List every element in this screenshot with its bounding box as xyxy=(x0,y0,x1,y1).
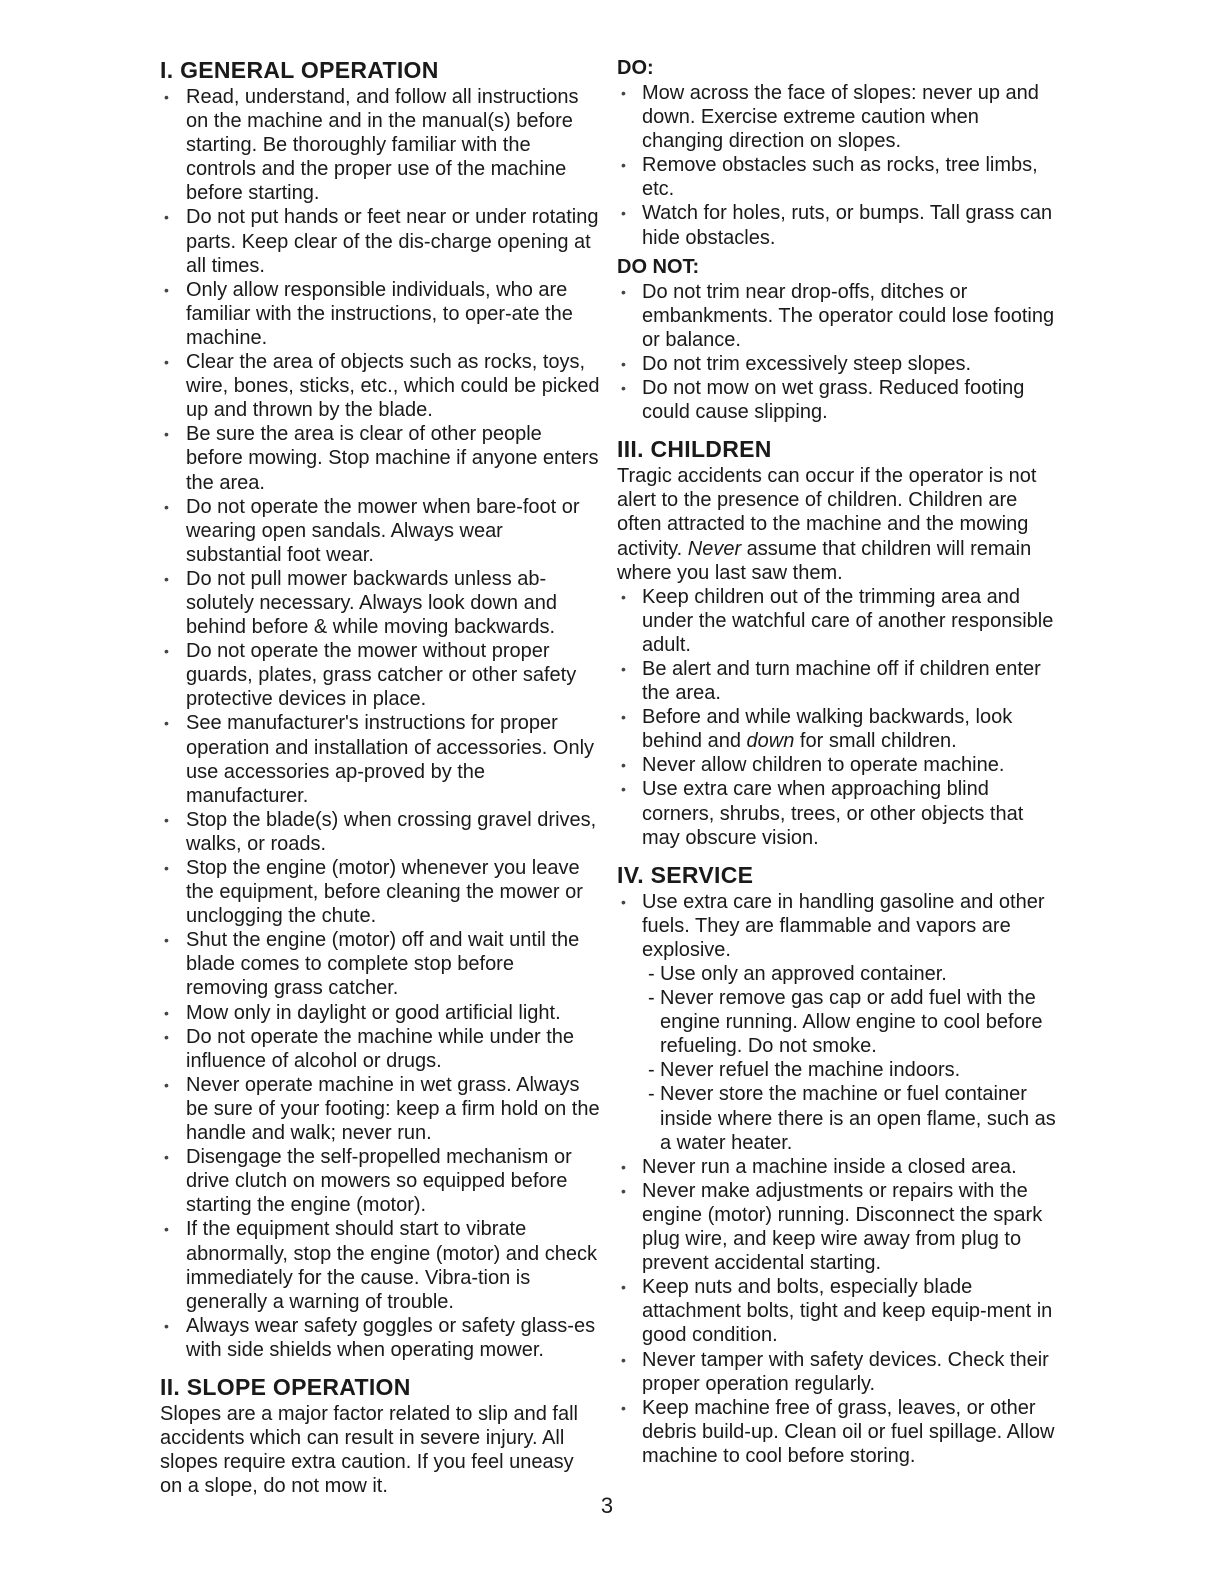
right-column xyxy=(617,55,1057,1468)
list-item: • Watch for holes, ruts, or bumps. Tall grass can hide obstacles. xyxy=(617,201,1057,249)
list-item: • Never make adjustments or repairs with the engine (motor) running. Disconnect the spark plug wire, and keep wire away from plug to prevent accidental starting. xyxy=(617,1179,1057,1275)
list-item: • Be sure the area is clear of other people before mowing. Stop machine if anyone enters the area. xyxy=(160,422,600,494)
list-item: • Mow only in daylight or good artificial light. xyxy=(160,1001,600,1025)
sub-list-item: - Never store the machine or fuel container inside where there is an open flame, such as a water heater. xyxy=(648,1082,1057,1154)
list-item: • Do not trim near drop-offs, ditches or embankments. The operator could lose footing or balance. xyxy=(617,280,1057,352)
list-item: • Do not operate the mower without proper guards, plates, grass catcher or other safety protective devices in place. xyxy=(160,639,600,711)
list-item-text: Use extra care in handling gasoline and other fuels. They are flammable and vapors are explosive. xyxy=(642,890,1045,961)
list-item: • Keep nuts and bolts, especially blade attachment bolts, tight and keep equip-ment in good condition. xyxy=(617,1275,1057,1347)
list-item: • Only allow responsible individuals, who are familiar with the instructions, to oper-ate the machine. xyxy=(160,278,600,350)
general-operation-list xyxy=(160,85,600,1362)
list-item-text: Before and while walking backwards, look behind and xyxy=(642,706,1013,753)
slope-operation-intro: Slopes are a major factor related to slip and fall accidents which can result in severe injury. All slopes require extra caution. If you feel uneasy on a slope, do not mow it. xyxy=(160,1402,578,1498)
list-item: • Use extra care when approaching blind corners, shrubs, trees, or other objects that may obscure vision. xyxy=(617,777,1057,849)
list-item xyxy=(617,705,1057,753)
page-number: 3 xyxy=(600,1493,614,1518)
list-item: • Do not operate the mower when bare-foot or wearing open sandals. Always wear substantial foot wear. xyxy=(160,495,600,567)
list-item: • Never tamper with safety devices. Check their proper operation regularly. xyxy=(617,1348,1057,1396)
list-item: • Disengage the self-propelled mechanism or drive clutch on mowers so equipped before starting the engine (motor). xyxy=(160,1145,600,1217)
do-not-heading: DO NOT: xyxy=(617,255,700,278)
list-item: • Shut the engine (motor) off and wait until the blade comes to complete stop before removing grass catcher. xyxy=(160,928,600,1000)
list-item: • Be alert and turn machine off if children enter the area. xyxy=(617,657,1057,705)
list-item: • Read, understand, and follow all instructions on the machine and in the manual(s) before starting. Be thoroughly familiar with the controls and the proper use of the machine before starting. xyxy=(160,85,600,205)
list-item: • Do not trim excessively steep slopes. xyxy=(617,352,1057,376)
do-heading: DO: xyxy=(617,57,654,79)
list-item: • Never run a machine inside a closed area. xyxy=(617,1155,1057,1179)
list-item: • Stop the engine (motor) whenever you leave the equipment, before cleaning the mower or unclogging the chute. xyxy=(160,856,600,928)
list-item: • Stop the blade(s) when crossing gravel drives, walks, or roads. xyxy=(160,808,600,856)
service-heading: IV. SERVICE xyxy=(617,861,754,888)
list-item: • Do not mow on wet grass. Reduced footing could cause slipping. xyxy=(617,376,1057,424)
children-intro-text-end: assume that children will remain where you last saw them. xyxy=(617,537,1032,584)
children-intro xyxy=(617,464,1057,584)
slope-operation-heading: II. SLOPE OPERATION xyxy=(160,1373,411,1400)
sub-list-item: - Never refuel the machine indoors. xyxy=(648,1058,1057,1082)
sub-list-item: - Use only an approved container. xyxy=(648,962,1057,986)
list-item: • Clear the area of objects such as rocks, toys, wire, bones, sticks, etc., which could be picked up and thrown by the blade. xyxy=(160,350,600,422)
list-item: • Mow across the face of slopes: never up and down. Exercise extreme caution when changing direction on slopes. xyxy=(617,81,1057,153)
list-item: • Remove obstacles such as rocks, tree limbs, etc. xyxy=(617,153,1057,201)
left-column xyxy=(160,55,600,1498)
children-heading: III. CHILDREN xyxy=(617,436,772,463)
list-item: • Keep machine free of grass, leaves, or other debris build-up. Clean oil or fuel spillage. Allow machine to cool before storing. xyxy=(617,1396,1057,1468)
children-list xyxy=(617,585,1057,850)
do-not-list xyxy=(617,280,1057,425)
list-item-text-end: for small children. xyxy=(794,730,957,753)
list-item-emphasis: down xyxy=(746,730,795,753)
sub-list-item: - Never remove gas cap or add fuel with the engine running. Allow engine to cool before refueling. Do not smoke. xyxy=(648,986,1057,1058)
children-intro-text: Tragic accidents can occur if the operator is not alert to the presence of children. Children are often attracted to the machine and the mowing activity. xyxy=(617,465,1037,560)
list-item: • Never operate machine in wet grass. Always be sure of your footing: keep a firm hold on the handle and walk; never run. xyxy=(160,1073,600,1145)
list-item: • Do not pull mower backwards unless ab-solutely necessary. Always look down and behind before & while moving backwards. xyxy=(160,567,600,639)
children-intro-never: Never xyxy=(687,537,742,560)
list-item: • Do not operate the machine while under the influence of alcohol or drugs. xyxy=(160,1025,600,1073)
list-item: • See manufacturer's instructions for proper operation and installation of accessories. Only use accessories ap-proved by the manufacturer. xyxy=(160,711,600,807)
service-list xyxy=(617,890,1057,1468)
do-list xyxy=(617,81,1057,250)
list-item: • Always wear safety goggles or safety glass-es with side shields when operating mower. xyxy=(160,1314,600,1362)
list-item xyxy=(617,890,1057,1155)
list-item: • Do not put hands or feet near or under rotating parts. Keep clear of the dis-charge opening at all times. xyxy=(160,205,600,277)
list-item: • If the equipment should start to vibrate abnormally, stop the engine (motor) and check immediately for the cause. Vibra-tion is generally a warning of trouble. xyxy=(160,1217,600,1313)
general-operation-heading: I. GENERAL OPERATION xyxy=(160,57,439,83)
list-item: • Keep children out of the trimming area and under the watchful care of another responsible adult. xyxy=(617,585,1057,657)
list-item: • Never allow children to operate machine. xyxy=(617,753,1057,777)
fuel-sublist xyxy=(642,962,1057,1155)
